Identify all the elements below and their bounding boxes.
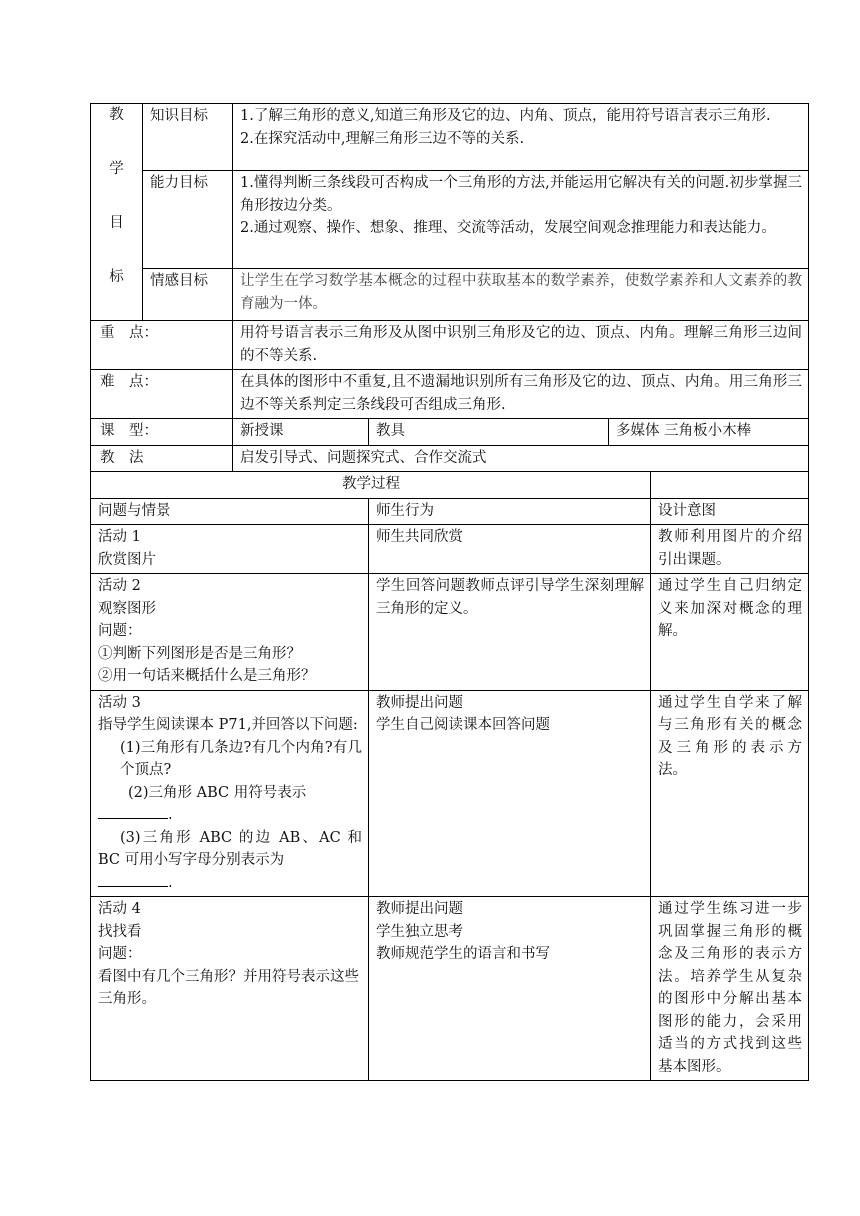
answer-blank <box>98 804 168 819</box>
objective-row-knowledge <box>91 104 809 171</box>
activity-1-behavior: 师生共同欣赏 <box>369 525 651 574</box>
lesson-plan-table <box>90 103 809 1081</box>
activity-3-question-1: (1)三角形有几条边?有几个内角?有几个顶点? <box>120 739 362 778</box>
ability-line: 1.懂得判断三条线段可否构成一个三角形的方法,并能运用它解决有关的问题.初步掌握三角形按边分类。 <box>240 175 803 214</box>
activity-2-intent: 通过学生自己归纳定义来加深对概念的理解。 <box>651 574 809 691</box>
knowledge-objective-label: 知识目标 <box>143 104 233 171</box>
activity-1-content: 欣赏图片 <box>98 551 156 568</box>
activity-3-answer-blank-1 <box>98 804 362 827</box>
key-point-row <box>91 321 809 370</box>
emotion-objective-label: 情感目标 <box>143 269 233 321</box>
activity-4-behavior-line: 学生独立思考 <box>376 923 463 940</box>
activity-2-content: 观察图形 <box>98 600 156 617</box>
category-char: 目 <box>109 215 124 231</box>
activity-3-name: 活动 3 <box>98 694 141 711</box>
activity-4-behavior-line: 教师规范学生的语言和书写 <box>376 946 550 962</box>
activity-3-behavior-line: 教师提出问题 <box>376 694 463 711</box>
activity-3-intro: 指导学生阅读课本 P71,并回答以下问题: <box>98 717 358 733</box>
key-point-text: 用符号语言表示三角形及从图中识别三角形及它的边、顶点、内角。理解三角形三边间的不等关系. <box>233 321 809 370</box>
activity-3-behavior-line: 学生自己阅读课本回答问题 <box>376 717 550 733</box>
method-label: 教 法 <box>91 445 233 472</box>
teaching-tools-value: 多媒体 三角板小木棒 <box>609 419 809 446</box>
period: . <box>168 874 173 891</box>
ability-line: 2.通过观察、操作、想象、推理、交流等活动，发展空间观念推理能力和表达能力。 <box>240 220 776 237</box>
lesson-type-label: 课 型： <box>91 419 233 446</box>
difficulty-text: 在具体的图形中不重复,且不遗漏地识别所有三角形及它的边、顶点、内角。用三角形三边不等关系判定三条线段可否组成三角形. <box>233 370 809 419</box>
period: . <box>168 807 173 823</box>
activity-4-intent: 通过学生练习进一步巩固掌握三角形的概念及三角形的表示方法。培养学生从复杂的图形中分解出基本图形的能力，会采用适当的方式找到这些基本图形。 <box>651 897 809 1081</box>
activity-4-name: 活动 4 <box>98 901 141 917</box>
answer-blank <box>98 872 168 887</box>
process-title-empty-cell <box>651 472 809 499</box>
activity-2-behavior: 学生回答问题教师点评引导学生深刻理解三角形的定义。 <box>369 574 651 691</box>
process-header-row <box>91 498 809 525</box>
activity-4-question: 看图中有几个三角形？并用符号表示这些三角形。 <box>98 968 359 1007</box>
ability-objective-label: 能力目标 <box>143 171 233 269</box>
activity-3-intent: 通过学生自学来了解与三角形有关的概念及三角形的表示方法。 <box>651 690 809 897</box>
lesson-type-value: 新授课 <box>233 419 369 446</box>
activity-4-situation <box>91 897 369 1081</box>
category-char: 学 <box>109 161 124 177</box>
activity-4-content: 找找看 <box>98 923 142 940</box>
method-row <box>91 445 809 472</box>
activity-4-behavior-line: 教师提出问题 <box>376 901 463 917</box>
activity-1-name: 活动 1 <box>98 529 141 545</box>
objective-row-emotion <box>91 269 809 321</box>
activity-2-question: ①判断下列图形是否是三角形？ <box>98 645 301 662</box>
activity-4-question-label: 问题： <box>98 946 142 962</box>
difficulty-row <box>91 370 809 419</box>
activity-2-question-label: 问题： <box>98 623 142 639</box>
activity-4-behavior <box>369 897 651 1081</box>
key-point-label: 重 点： <box>91 321 233 370</box>
activity-1-situation <box>91 525 369 574</box>
category-char: 教 <box>109 107 124 123</box>
header-behavior: 师生行为 <box>369 498 651 525</box>
activity-3-answer-blank-2 <box>98 872 362 895</box>
process-title-row <box>91 472 809 499</box>
activity-3-situation <box>91 690 369 897</box>
emotion-objective-text: 让学生在学习数学基本概念的过程中获取基本的数学素养，使数学素养和人文素养的教育融为一体。 <box>233 269 809 321</box>
knowledge-line: 1.了解三角形的意义,知道三角形及它的边、内角、顶点，能用符号语言表示三角形. <box>240 108 771 124</box>
ability-objective-text <box>233 171 809 269</box>
activity-2-question: ②用一句话来概括什么是三角形？ <box>98 668 316 684</box>
activity-row-4 <box>91 897 809 1081</box>
objectives-category-cell <box>91 104 143 321</box>
header-intent: 设计意图 <box>651 498 809 525</box>
activity-3-question-2-text: (2)三角形 ABC 用符号表示 <box>128 784 307 801</box>
activity-1-intent: 教师利用图片的介绍引出课题。 <box>651 525 809 574</box>
process-title: 教学过程 <box>91 472 651 499</box>
activity-row-2 <box>91 574 809 691</box>
knowledge-line: 2.在探究活动中,理解三角形三边不等的关系. <box>240 130 525 147</box>
method-value: 启发引导式、问题探究式、合作交流式 <box>233 445 809 472</box>
teaching-tools-label: 教具 <box>369 419 609 446</box>
lesson-type-row <box>91 419 809 446</box>
header-situation: 问题与情景 <box>91 498 369 525</box>
activity-row-1 <box>91 525 809 574</box>
activity-2-name: 活动 2 <box>98 578 141 594</box>
objective-row-ability <box>91 171 809 269</box>
activity-2-situation <box>91 574 369 691</box>
category-char: 标 <box>109 269 124 285</box>
activity-row-3 <box>91 690 809 897</box>
activity-3-behavior <box>369 690 651 897</box>
difficulty-label: 难 点： <box>91 370 233 419</box>
activity-3-question-3: (3)三角形 ABC 的边 AB、AC 和 BC 可用小写字母分别表示为 <box>98 829 362 868</box>
lesson-plan-document <box>90 103 808 1081</box>
knowledge-objective-text <box>233 104 809 171</box>
activity-3-question-2 <box>98 782 362 805</box>
